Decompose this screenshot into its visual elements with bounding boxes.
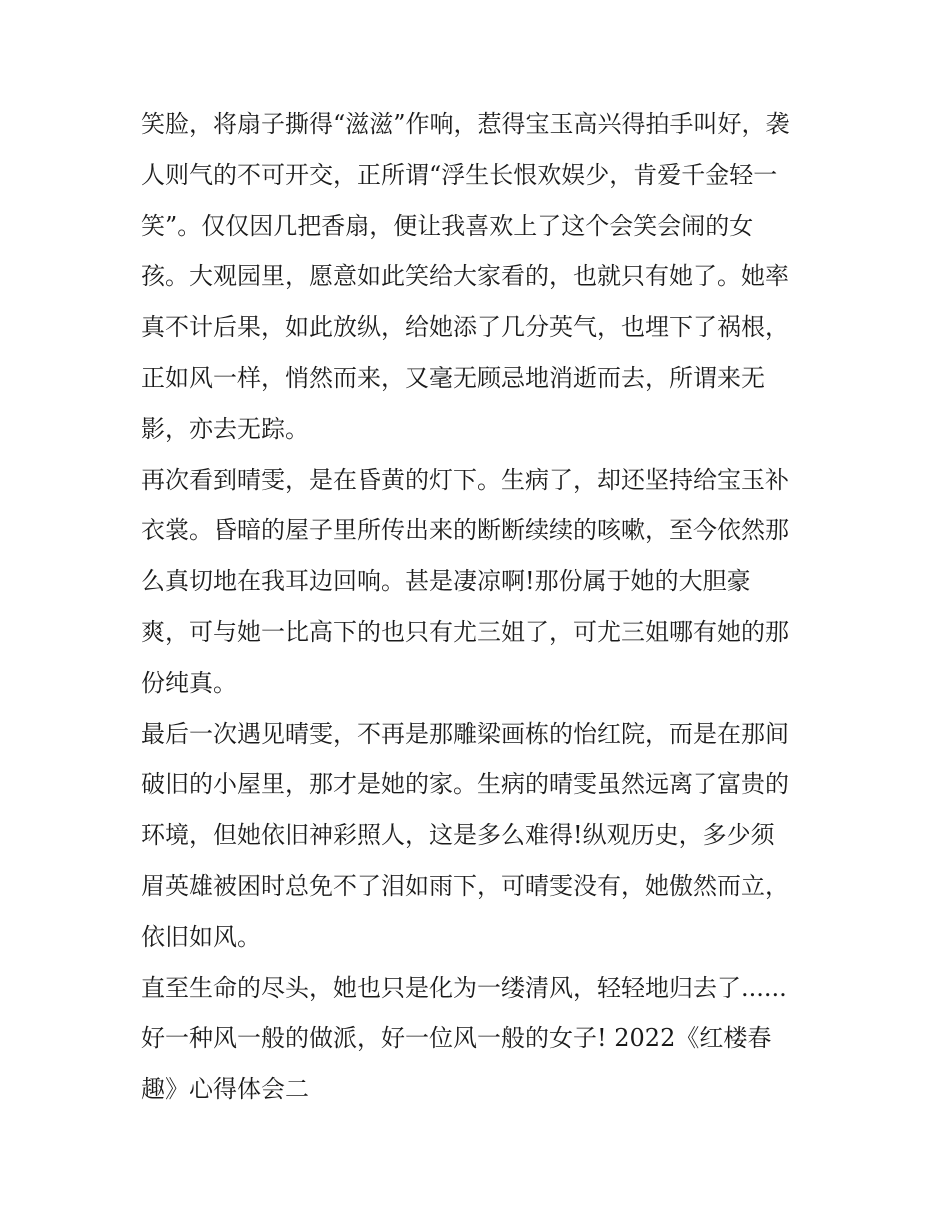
text-line: 趣》心得体会二	[141, 1075, 309, 1104]
text-line: 影，亦去无踪。	[141, 414, 309, 443]
text-line: 爽，可与她一比高下的也只有尤三姐了，可尤三姐哪有她的那	[141, 617, 789, 646]
text-line: 环境，但她依旧神彩照人，这是多么难得!纵观历史，多少须	[141, 821, 775, 850]
text-line: 么真切地在我耳边回响。甚是凄凉啊!那份属于她的大胆豪	[141, 567, 751, 596]
text-line: 衣裳。昏暗的屋子里所传出来的断断续续的咳嗽，至今依然那	[141, 516, 789, 545]
text-line: 直至生命的尽头，她也只是化为一缕清风，轻轻地归去了......	[141, 973, 787, 1002]
text-line: 依旧如风。	[141, 922, 261, 951]
text-line: 破旧的小屋里，那才是她的家。生病的晴雯虽然远离了富贵的	[141, 770, 789, 799]
text-line: 孩。大观园里，愿意如此笑给大家看的，也就只有她了。她率	[141, 262, 789, 291]
text-line: 好一种风一般的做派，好一位风一般的女子! 2022《红楼春	[141, 1024, 772, 1053]
body-text	[141, 99, 821, 1115]
text-line: 笑”。仅仅因几把香扇，便让我喜欢上了这个会笑会闹的女	[141, 211, 754, 240]
text-line: 最后一次遇见晴雯，不再是那雕梁画栋的怡红院，而是在那间	[141, 719, 789, 748]
text-line: 真不计后果，如此放纵，给她添了几分英气，也埋下了祸根，	[141, 313, 789, 342]
text-line: 笑脸，将扇子撕得“滋滋”作响，惹得宝玉高兴得拍手叫好，袭	[141, 110, 790, 138]
text-line: 正如风一样，悄然而来，又毫无顾忌地消逝而去，所谓来无	[141, 363, 765, 392]
text-line: 人则气的不可开交，正所谓“浮生长恨欢娱少，肯爱千金轻一	[141, 160, 778, 189]
text-line: 份纯真。	[141, 668, 237, 697]
text-line: 再次看到晴雯，是在昏黄的灯下。生病了，却还坚持给宝玉补	[141, 465, 789, 494]
text-line: 眉英雄被困时总免不了泪如雨下，可晴雯没有，她傲然而立，	[141, 871, 789, 900]
